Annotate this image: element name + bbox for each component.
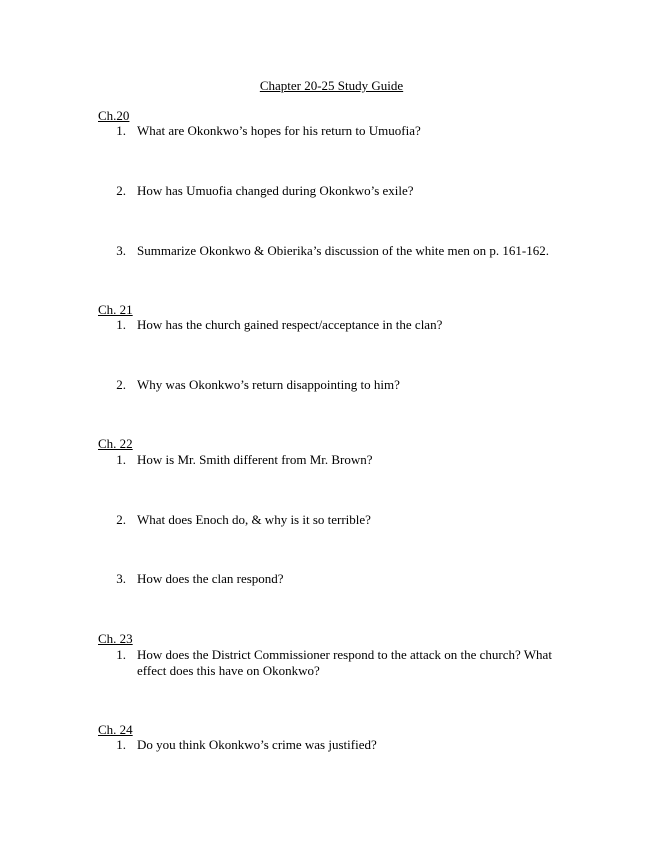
page-title: Chapter 20-25 Study Guide [259,78,404,93]
question-number: 2. [116,183,126,198]
chapter-heading: Ch. 21 [98,302,133,317]
question [98,737,568,753]
chapter-heading: Ch. 24 [98,722,133,737]
question-number: 1. [116,123,126,138]
question [98,123,568,139]
question-text: What are Okonkwo’s hopes for his return to Umuofia? [137,123,421,138]
question-text: What does Enoch do, & why is it so terrible? [137,512,371,527]
chapter-heading: Ch. 23 [98,631,133,646]
question-text: How has Umuofia changed during Okonkwo’s exile? [137,183,414,198]
question-text: How does the clan respond? [137,571,284,586]
question [98,571,568,587]
question-number: 1. [116,737,126,752]
question [98,452,568,468]
question-number: 3. [116,243,126,258]
chapter-heading: Ch. 22 [98,436,133,451]
chapter-heading: Ch.20 [98,108,130,123]
question [98,647,568,679]
question-text: How is Mr. Smith different from Mr. Brown? [137,452,373,467]
question [98,377,568,393]
question [98,317,568,333]
question-text: Why was Okonkwo’s return disappointing to him? [137,377,400,392]
question-number: 1. [116,452,126,467]
question-text: Do you think Okonkwo’s crime was justified? [137,737,377,752]
question-text: Summarize Okonkwo & Obierika’s discussion of the white men on p. 161-162. [137,243,549,258]
question-number: 1. [116,317,126,332]
question-text: How does the District Commissioner respond to the attack on the church? What effect does this have on Okonkwo? [137,647,552,678]
question-text: How has the church gained respect/acceptance in the clan? [137,317,443,332]
question-number: 2. [116,377,126,392]
question-number: 2. [116,512,126,527]
question-number: 3. [116,571,126,586]
question [98,512,568,528]
question [98,183,568,199]
question [98,243,568,259]
question-number: 1. [116,647,126,662]
